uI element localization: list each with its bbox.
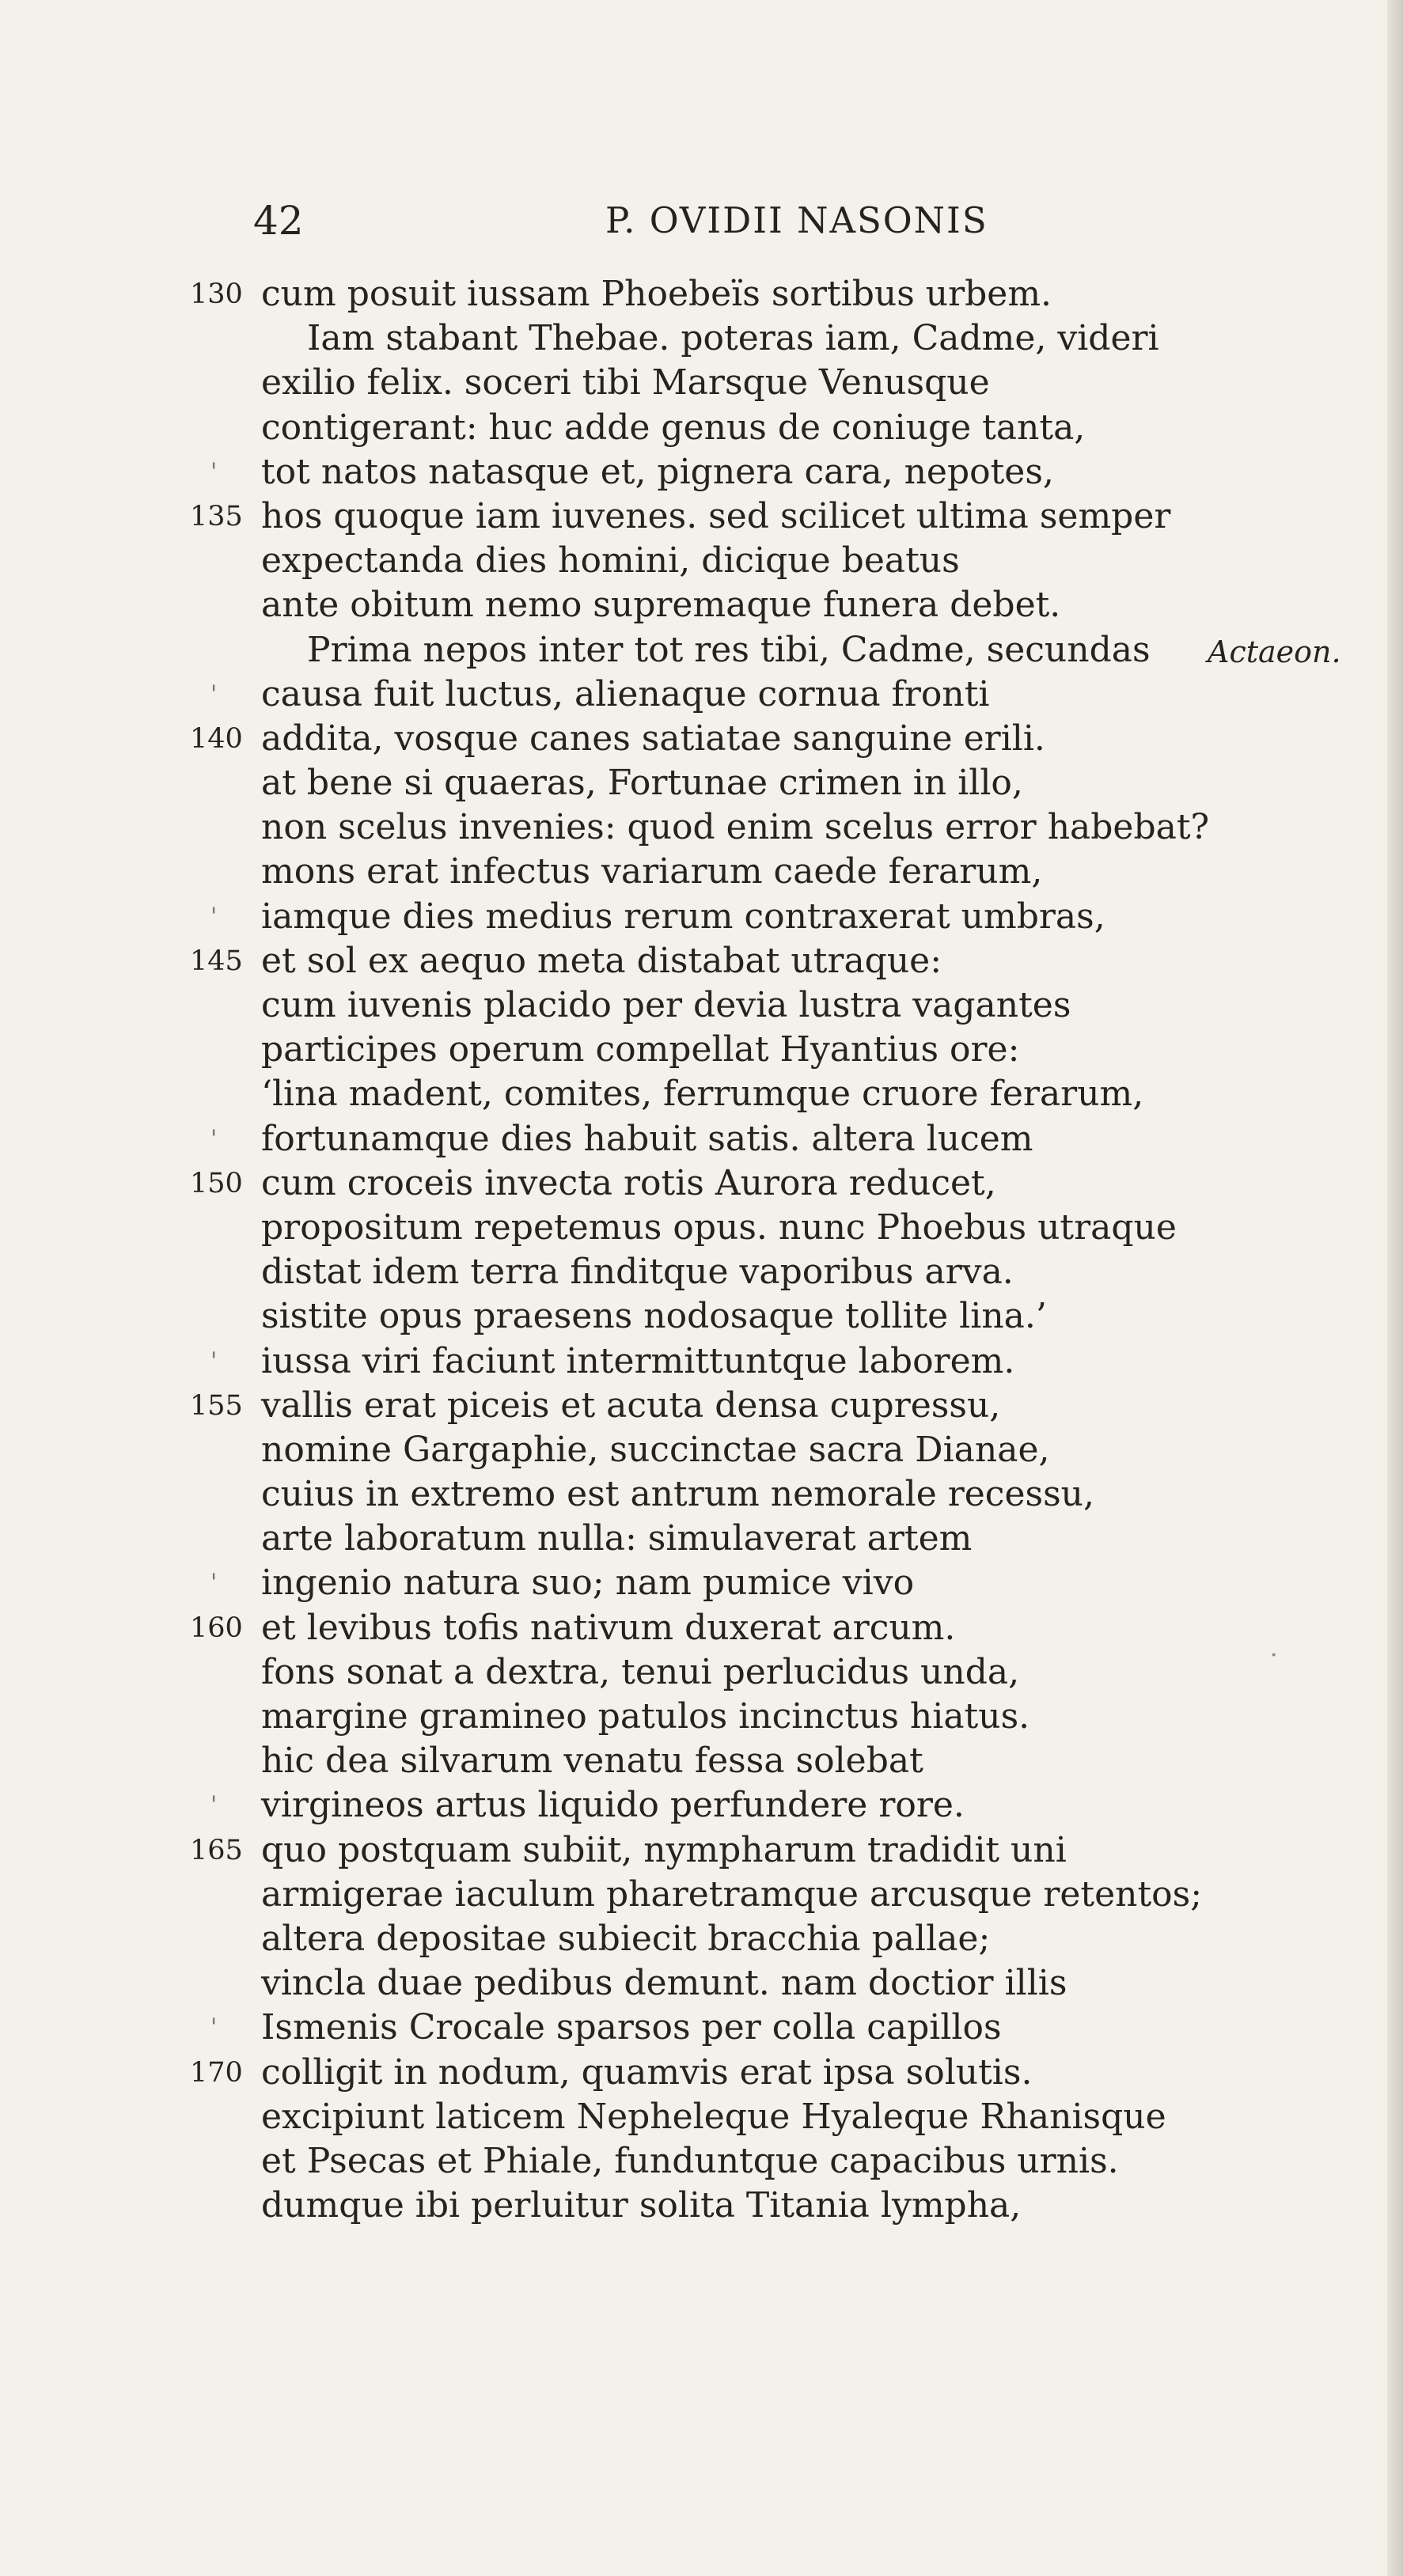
verse-text: iamque dies medius rerum contraxerat umbras, bbox=[261, 896, 1105, 937]
verse-line bbox=[261, 1472, 1345, 1517]
verse-text: Iam stabant Thebae. poteras iam, Cadme, videri bbox=[307, 318, 1159, 359]
verse-text: nomine Gargaphie, succinctae sacra Dianae, bbox=[261, 1429, 1050, 1470]
verse-line bbox=[190, 494, 1345, 539]
line-number: 155 bbox=[190, 1389, 243, 1422]
verse-text: ante obitum nemo supremaque funera debet. bbox=[261, 585, 1061, 626]
line-number: 145 bbox=[190, 945, 243, 977]
verse-line bbox=[261, 761, 1345, 805]
verse-text: cum iuvenis placido per devia lustra vagantes bbox=[261, 985, 1071, 1025]
verse-line bbox=[190, 1384, 1345, 1428]
verse-text: Ismenis Crocale sparsos per colla capillos bbox=[261, 2007, 1002, 2048]
verse-text: causa fuit luctus, alienaque cornua fronti bbox=[261, 673, 990, 714]
verse-line bbox=[261, 2184, 1345, 2228]
margin-tick-mark: ' bbox=[210, 1347, 218, 1375]
verse-text: et Psecas et Phiale, funduntque capacibus urnis. bbox=[261, 2140, 1119, 2181]
verse-line bbox=[190, 1828, 1345, 1873]
verse-text: exilio felix. soceri tibi Marsque Venusque bbox=[261, 362, 990, 403]
verse-text: cuius in extremo est antrum nemorale recessu, bbox=[261, 1474, 1094, 1515]
verse-line bbox=[261, 1072, 1345, 1116]
verse-text: fons sonat a dextra, tenui perlucidus unda, bbox=[261, 1651, 1020, 1692]
page-header bbox=[253, 198, 989, 253]
verse-line bbox=[210, 672, 1345, 717]
verse-text: virgineos artus liquido perfundere rore. bbox=[261, 1785, 965, 1826]
verse-text: propositum repetemus opus. nunc Phoebus utraque bbox=[261, 1207, 1177, 1248]
verse-text: hic dea silvarum venatu fessa solebat bbox=[261, 1741, 923, 1782]
verse-text: hos quoque iam iuvenes. sed scilicet ultima semper bbox=[261, 495, 1171, 536]
verse-line bbox=[261, 1917, 1345, 1961]
verse-line bbox=[261, 850, 1345, 894]
verse-text: participes operum compellat Hyantius ore: bbox=[261, 1029, 1020, 1070]
line-number: 130 bbox=[190, 278, 243, 310]
verse-line bbox=[261, 2139, 1345, 2184]
verse-line bbox=[261, 316, 1345, 361]
marginal-side-note: Actaeon. bbox=[1208, 634, 1341, 669]
verse-line bbox=[210, 895, 1345, 939]
verse-text: altera depositae subiecit bracchia pallae; bbox=[261, 1918, 991, 1959]
verse-line bbox=[210, 1339, 1345, 1384]
verse-line bbox=[210, 1783, 1345, 1828]
verse-text: colligit in nodum, quamvis erat ipsa solutis. bbox=[261, 2051, 1033, 2093]
verse-line bbox=[261, 805, 1345, 850]
verse-line bbox=[261, 1961, 1345, 2006]
verse-text: vincla duae pedibus demunt. nam doctior illis bbox=[261, 1963, 1067, 2004]
verse-line bbox=[261, 1695, 1345, 1739]
verse-text: expectanda dies homini, dicique beatus bbox=[261, 540, 960, 581]
verse-line bbox=[261, 2095, 1345, 2139]
verse-text: addita, vosque canes satiatae sanguine erili. bbox=[261, 718, 1045, 759]
verse-text: Prima nepos inter tot res tibi, Cadme, secundas bbox=[307, 629, 1151, 670]
verse-line bbox=[261, 1428, 1345, 1472]
line-number: 140 bbox=[190, 722, 243, 755]
line-number: 135 bbox=[190, 500, 243, 532]
margin-tick-mark: ' bbox=[210, 2013, 218, 2042]
line-number: 170 bbox=[190, 2056, 243, 2089]
verse-line bbox=[261, 406, 1345, 450]
verse-line bbox=[261, 361, 1345, 405]
margin-tick-mark: ' bbox=[210, 902, 218, 930]
margin-tick-mark: ' bbox=[210, 1124, 218, 1153]
verse-text: non scelus invenies: quod enim scelus error habebat? bbox=[261, 807, 1210, 848]
verse-line bbox=[190, 1161, 1345, 1206]
verse-line bbox=[190, 1606, 1345, 1650]
verse-line bbox=[210, 1561, 1345, 1605]
running-title: P. OVIDII NASONIS bbox=[605, 199, 988, 241]
margin-tick-mark: ' bbox=[210, 1569, 218, 1597]
verse-line bbox=[190, 272, 1345, 316]
verse-line bbox=[190, 717, 1345, 761]
verse-text: sistite opus praesens nodosaque tollite lina.’ bbox=[261, 1296, 1047, 1337]
verse-line bbox=[210, 2006, 1345, 2050]
verse-text: ingenio natura suo; nam pumice vivo bbox=[261, 1563, 915, 1604]
verse-line bbox=[261, 1873, 1345, 1917]
verse-line bbox=[261, 983, 1345, 1028]
verse-line bbox=[261, 1294, 1345, 1339]
verse-text: et levibus tofis nativum duxerat arcum. bbox=[261, 1607, 956, 1648]
verse-text: distat idem terra finditque vaporibus arva. bbox=[261, 1252, 1014, 1293]
verse-text: fortunamque dies habuit satis. altera lucem bbox=[261, 1118, 1033, 1159]
line-number: 150 bbox=[190, 1167, 243, 1199]
verse-text: excipiunt laticem Nepheleque Hyaleque Rhanisque bbox=[261, 2096, 1166, 2137]
verse-text: tot natos natasque et, pignera cara, nepotes, bbox=[261, 451, 1054, 492]
verse-line bbox=[190, 939, 1345, 983]
verse-text: armigerae iaculum pharetramque arcusque retentos; bbox=[261, 1873, 1203, 1915]
verse-text: ‘lina madent, comites, ferrumque cruore ferarum, bbox=[261, 1074, 1144, 1115]
verse-text: quo postquam subiit, nympharum tradidit uni bbox=[261, 1829, 1067, 1870]
margin-tick-mark: ' bbox=[210, 457, 218, 486]
verse-line bbox=[261, 1250, 1345, 1294]
verse-text: margine gramineo patulos incinctus hiatus. bbox=[261, 1696, 1030, 1737]
verse-text: cum posuit iussam Phoebeïs sortibus urbem. bbox=[261, 274, 1052, 314]
verse-line bbox=[261, 539, 1345, 583]
verse-line bbox=[210, 450, 1345, 494]
verse-line bbox=[210, 1117, 1345, 1161]
verse-text: cum croceis invecta rotis Aurora reducet, bbox=[261, 1162, 996, 1203]
page-number: 42 bbox=[253, 198, 304, 244]
verse-text: at bene si quaeras, Fortunae crimen in illo, bbox=[261, 763, 1023, 804]
verse-line bbox=[261, 628, 1345, 672]
margin-tick-mark: ' bbox=[210, 680, 218, 708]
line-number: 165 bbox=[190, 1834, 243, 1866]
verse-text: vallis erat piceis et acuta densa cupressu, bbox=[261, 1385, 1001, 1426]
page-edge-shadow bbox=[1387, 0, 1403, 2576]
verse-text: dumque ibi perluitur solita Titania lympha, bbox=[261, 2185, 1022, 2226]
verse-line bbox=[261, 1739, 1345, 1783]
verse-line bbox=[261, 1028, 1345, 1072]
verse-text-block bbox=[190, 272, 1345, 2228]
line-number: 160 bbox=[190, 1612, 243, 1644]
verse-line bbox=[261, 1206, 1345, 1250]
verse-line bbox=[261, 583, 1345, 627]
verse-line bbox=[261, 1517, 1345, 1561]
verse-text: arte laboratum nulla: simulaverat artem bbox=[261, 1518, 973, 1559]
verse-text: iussa viri faciunt intermittuntque laborem. bbox=[261, 1340, 1015, 1381]
verse-text: contigerant: huc adde genus de coniuge tanta, bbox=[261, 407, 1086, 448]
verse-line bbox=[261, 1650, 1345, 1695]
margin-tick-mark: ' bbox=[210, 1791, 218, 1820]
verse-text: et sol ex aequo meta distabat utraque: bbox=[261, 940, 942, 981]
stray-ink-mark: · bbox=[1270, 1642, 1278, 1669]
verse-text: mons erat infectus variarum caede ferarum, bbox=[261, 851, 1043, 892]
verse-line bbox=[190, 2051, 1345, 2095]
